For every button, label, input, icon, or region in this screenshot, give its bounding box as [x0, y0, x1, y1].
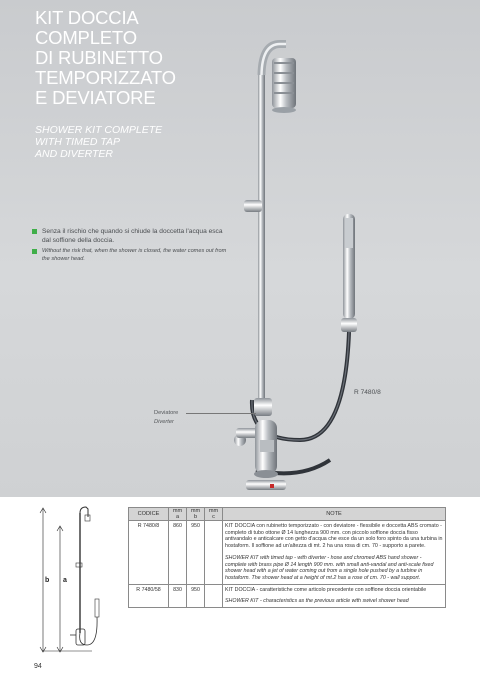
cell-mm-c	[205, 521, 223, 585]
feature-text-en: Without the risk that, when the shower is closed, the water comes out from the shower head.	[42, 248, 227, 262]
cell-mm-a: 860	[169, 521, 187, 585]
diverter-leader-line	[186, 413, 256, 414]
header-mm-b: mm b	[187, 508, 205, 521]
table-row	[129, 521, 446, 585]
title-line: E DEVIATORE	[35, 87, 156, 108]
product-code-label: R 7480/8	[354, 389, 381, 396]
title-line: KIT DOCCIA	[35, 7, 139, 28]
page-number: 94	[34, 663, 42, 670]
note-it: KIT DOCCIA - caratteristiche come articolo precedente con soffione doccia orientabile	[225, 586, 427, 593]
title-line: COMPLETO	[35, 27, 137, 48]
title-line: TEMPORIZZATO	[35, 67, 176, 88]
cell-mm-c	[205, 584, 223, 607]
spec-table	[128, 507, 446, 608]
note-it: KIT DOCCIA con rubinetto temporizzato - con deviatore - flessibile e doccetta ABS cromato - completo di tubo ottone Ø 14 lunghezza 900 mm. con piccolo soffione doccia fisso antivandalo e anticalcare con getto d'acqua che esce da un solo foro spinto da una turbina in hostaform. Il soffione ad un'altezza di mt. 2 ha una rosa di cm. 70 - supporto a parete.	[225, 523, 443, 550]
header-mm-c: mm c	[205, 508, 223, 521]
dimension-a-label: a	[63, 577, 67, 584]
cell-mm-a: 830	[169, 584, 187, 607]
cell-code: R 7480/58	[129, 584, 169, 607]
table-header-row	[129, 508, 446, 521]
subtitle-line: WITH TIMED TAP	[35, 136, 120, 148]
cell-mm-b: 950	[187, 584, 205, 607]
subtitle-line: SHOWER KIT COMPLETE	[35, 124, 163, 136]
header-note: NOTE	[223, 508, 446, 521]
cell-mm-b: 950	[187, 521, 205, 585]
cell-code: R 7480/8	[129, 521, 169, 585]
header-codice: CODICE	[129, 508, 169, 521]
diverter-label-it: Deviatore	[154, 410, 179, 416]
note-en: SHOWER KIT - characteristics as the previous article with swivel shower head	[225, 598, 409, 605]
title-line: DI RUBINETTO	[35, 47, 163, 68]
cell-note	[223, 584, 446, 607]
header-mm-a: mm a	[169, 508, 187, 521]
table-row	[129, 584, 446, 607]
cell-note	[223, 521, 446, 585]
diverter-label-en: Diverter	[154, 419, 174, 425]
dimension-b-label: b	[45, 577, 50, 584]
diverter-label	[154, 409, 178, 427]
subtitle-line: AND DIVERTER	[35, 148, 113, 160]
note-en: SHOWER KIT with timed tap - with diverter - hose and chromed ABS hand shower - complete with brass pipe Ø 14 length 900 mm. with small anti-vandal and anti-scale fixed shower head with a jet of water coming out from a single hole pushed by a turbine in hostaform. The shower head at a height of mt.2 has a rose of cm. 70 - wall support.	[225, 554, 434, 581]
feature-text-it: Senza il rischio che quando si chiude la doccetta l'acqua esca dal soffione della doccia.	[42, 228, 223, 244]
dimension-diagram	[32, 505, 122, 657]
